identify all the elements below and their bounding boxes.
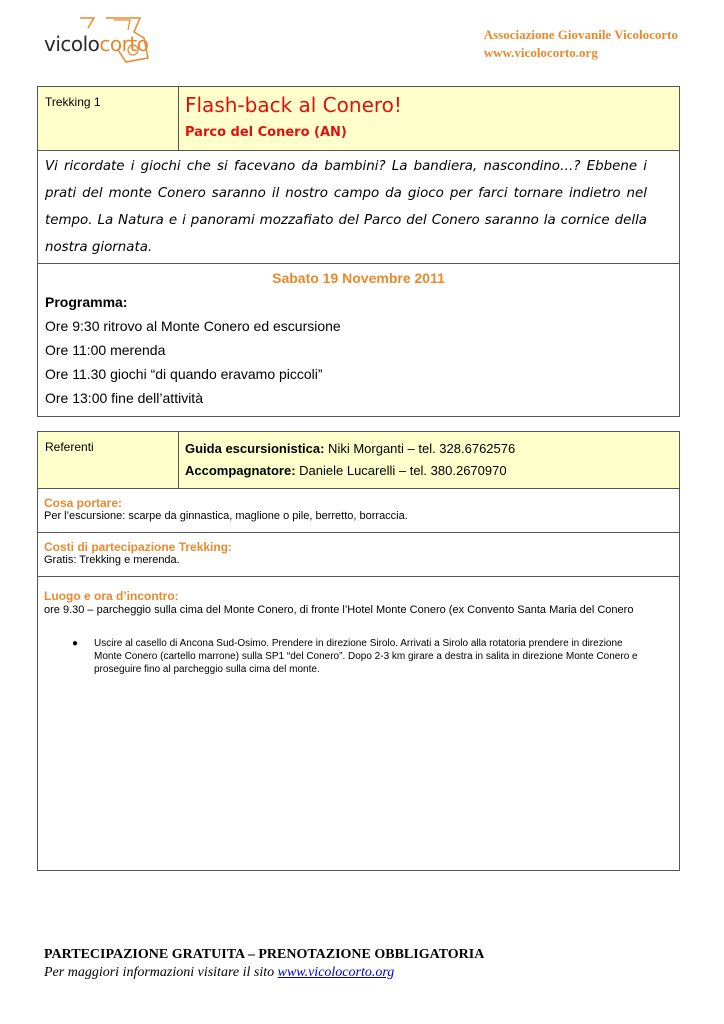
cost-label: Costi di partecipazione Trekking: xyxy=(44,540,233,554)
bullet-icon: ● xyxy=(72,638,79,649)
cost-value: Gratis: Trekking e merenda. xyxy=(44,554,180,566)
program-item: Ore 11.30 giochi “di quando eravamo piccoli” xyxy=(45,366,323,382)
guide-label: Guida escursionistica: xyxy=(185,441,325,456)
logo-text-corto: corto xyxy=(99,32,149,56)
logo-text-vicolo: vicolo xyxy=(44,32,100,56)
program-cell xyxy=(38,264,680,417)
program-item: Ore 9:30 ritrovo al Monte Conero ed escursione xyxy=(45,318,341,334)
footer-site-link[interactable]: www.vicolocorto.org xyxy=(277,965,395,980)
guide-line xyxy=(185,438,673,460)
footer xyxy=(44,946,484,982)
companion-line xyxy=(185,460,673,482)
details-table xyxy=(37,431,680,871)
meeting-label: Luogo e ora d’incontro: xyxy=(44,589,179,603)
guide-value: Niki Morganti – tel. 328.6762576 xyxy=(324,441,516,456)
trek-label-cell xyxy=(38,87,179,151)
referents-label-cell xyxy=(38,432,179,489)
meeting-cell xyxy=(38,577,680,871)
association-name: Associazione Giovanile Vicolocorto xyxy=(483,27,678,42)
footer-notice: PARTECIPAZIONE GRATUITA – PRENOTAZIONE OBBLIGATORIA xyxy=(44,947,485,962)
directions-item xyxy=(72,637,653,676)
association-site: www.vicolocorto.org xyxy=(483,45,598,60)
bring-label: Cosa portare: xyxy=(44,496,123,510)
footer-info-text: Per maggiori informazioni visitare il sito xyxy=(44,965,278,980)
directions-text: Uscire al casello di Ancona Sud-Osimo. Prendere in direzione Sirolo. Arrivati a Sirolo alla rotatoria prendere in direzione Monte Conero (cartello marrone) sulla SP1 “del Conero”. Dopo 2-3 km girare a destra in salita in direzione Monte Conero e proseguire fino al parcheggio sulla cima del monte. xyxy=(94,638,638,675)
program-label: Programma: xyxy=(45,294,128,310)
companion-value: Daniele Lucarelli – tel. 380.2670970 xyxy=(295,463,507,478)
event-date: Sabato 19 Novembre 2011 xyxy=(272,270,445,286)
trek-label: Trekking 1 xyxy=(45,95,101,109)
page-title: Flash-back al Conero! xyxy=(185,93,402,117)
program-item: Ore 13:00 fine dell’attività xyxy=(45,390,203,406)
bring-value: Per l’escursione: scarpe da ginnastica, maglione o pile, berretto, borraccia. xyxy=(44,510,408,522)
trek-intro: Vi ricordate i giochi che si facevano da bambini? La bandiera, nascondino…? Ebbene i prati del monte Conero saranno il nostro campo da gioco per farci tornare indietro nel tempo. La Natura e i panorami mozzafiato del Parco del Conero saranno la cornice della nostra giornata. xyxy=(38,151,680,264)
footer-info xyxy=(44,964,484,982)
bring-cell xyxy=(38,489,680,533)
referents-label: Referenti xyxy=(45,440,94,454)
companion-label: Accompagnatore: xyxy=(185,463,296,478)
association-header xyxy=(484,26,678,62)
trek-title-cell xyxy=(179,87,680,151)
program-item: Ore 11:00 merenda xyxy=(45,342,166,358)
trek-table xyxy=(37,86,680,417)
referents-cell xyxy=(179,432,680,489)
trek-subtitle: Parco del Conero (AN) xyxy=(185,125,347,140)
meeting-value: ore 9.30 – parcheggio sulla cima del Monte Conero, di fronte l’Hotel Monte Conero (ex Convento Santa Maria del Conero xyxy=(44,604,634,616)
cost-cell xyxy=(38,533,680,577)
vicolocorto-logo xyxy=(44,14,154,66)
